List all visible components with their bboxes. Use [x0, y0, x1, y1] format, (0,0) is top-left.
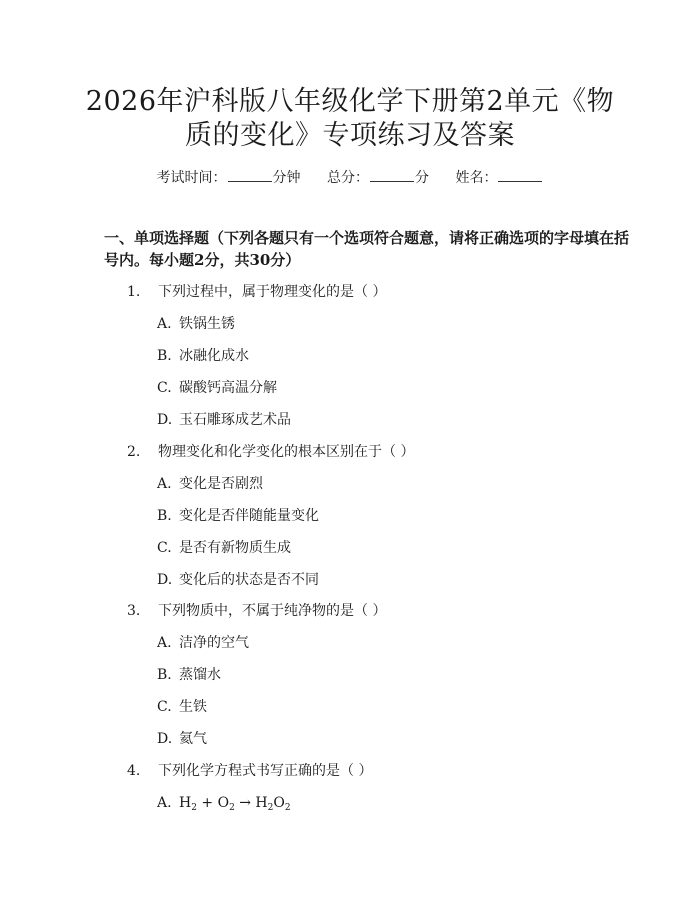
- question-4: [127, 761, 372, 781]
- question-1-option-b: [157, 346, 249, 366]
- exam-time-label: 考试时间：: [156, 170, 227, 186]
- question-stem: 物理变化和化学变化的根本区别在于（ ）: [158, 444, 415, 460]
- option-text: 氦气: [179, 731, 207, 747]
- total-score: [327, 167, 429, 188]
- question-number: 2.: [127, 444, 141, 460]
- question-number: 4.: [127, 763, 141, 779]
- option-letter: C.: [157, 380, 172, 396]
- question-stem: 下列过程中，属于物理变化的是（ ）: [158, 284, 387, 300]
- option-letter: B.: [157, 508, 172, 524]
- question-3-option-c: [157, 697, 207, 717]
- question-3-option-a: [157, 633, 249, 653]
- exam-time-unit: 分钟: [272, 170, 301, 186]
- question-1-option-a: [157, 314, 235, 334]
- option-letter: D.: [157, 731, 173, 747]
- total-score-blank: [370, 167, 414, 182]
- question-1-option-d: [157, 410, 291, 430]
- option-text: 变化是否伴随能量变化: [179, 508, 319, 524]
- student-name: [455, 167, 543, 188]
- question-stem: 下列物质中，不属于纯净物的是（ ）: [158, 603, 387, 619]
- question-3-option-d: [157, 729, 207, 749]
- question-2-option-b: [157, 506, 319, 526]
- option-text: 玉石雕琢成艺术品: [179, 412, 291, 428]
- question-stem: 下列化学方程式书写正确的是（ ）: [158, 763, 373, 779]
- exam-time-blank: [228, 167, 272, 182]
- option-letter: C.: [157, 699, 172, 715]
- exam-info: [0, 167, 700, 188]
- question-1-option-c: [157, 378, 277, 398]
- question-number: 1.: [127, 284, 141, 300]
- section-heading-line-1: 一、单项选择题（下列各题只有一个选项符合题意，请将正确选项的字母填在括: [104, 229, 630, 247]
- option-text: 蒸馏水: [179, 667, 221, 683]
- question-3: [127, 601, 386, 621]
- option-letter: D.: [157, 572, 173, 588]
- option-letter: B.: [157, 667, 172, 683]
- question-number: 3.: [127, 603, 141, 619]
- option-text: 是否有新物质生成: [179, 540, 291, 556]
- option-text: 变化后的状态是否不同: [179, 572, 319, 588]
- section-heading-line-2: 号内。每小题2分，共30分）: [104, 251, 301, 269]
- total-score-unit: 分: [415, 170, 429, 186]
- option-text: 洁净的空气: [179, 635, 249, 651]
- option-letter: D.: [157, 412, 173, 428]
- question-2: [127, 442, 414, 462]
- question-3-option-b: [157, 665, 221, 685]
- option-letter: A.: [157, 476, 172, 492]
- option-letter: C.: [157, 540, 172, 556]
- chemical-equation: $H_2 + O_2 \to H_2O_2$: [179, 795, 291, 813]
- document-title-line-2: 质的变化》专项练习及答案: [185, 120, 515, 151]
- option-text: 碳酸钙高温分解: [179, 380, 277, 396]
- option-text: 铁锅生锈: [179, 316, 235, 332]
- document-title-line-1: 2026年沪科版八年级化学下册第2单元《物: [85, 86, 615, 117]
- option-letter: A.: [157, 316, 172, 332]
- exam-time: [157, 167, 301, 188]
- option-text: 生铁: [179, 699, 207, 715]
- option-letter: A.: [157, 635, 172, 651]
- question-4-option-a: [157, 793, 291, 813]
- question-1: [127, 282, 386, 302]
- student-name-label: 姓名：: [455, 170, 498, 186]
- section-heading: [104, 227, 630, 271]
- option-text: 变化是否剧烈: [179, 476, 263, 492]
- question-2-option-c: [157, 538, 291, 558]
- question-2-option-a: [157, 474, 263, 494]
- total-score-label: 总分：: [327, 170, 369, 186]
- option-text: 冰融化成水: [179, 348, 249, 364]
- student-name-blank: [498, 167, 542, 182]
- question-2-option-d: [157, 570, 319, 590]
- option-letter: A.: [157, 795, 172, 811]
- option-letter: B.: [157, 348, 172, 364]
